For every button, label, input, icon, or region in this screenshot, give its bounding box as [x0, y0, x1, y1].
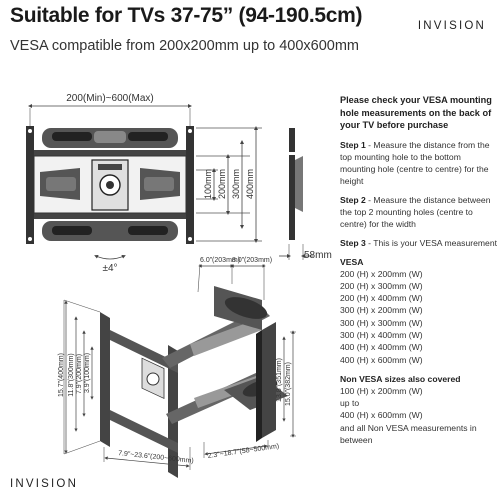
- non-vesa-line: 400 (H) x 600mm (W): [340, 410, 423, 421]
- depth-label: 58mm: [304, 250, 332, 261]
- step-3: [340, 237, 498, 249]
- product-title: Suitable for TVs 37-75” (94-190.5cm): [10, 4, 363, 27]
- right-vertical-rail: [186, 126, 194, 244]
- step-3-text: - This is your VESA measurement: [365, 237, 497, 248]
- brand-logo-bottom: INVISION: [10, 478, 79, 490]
- dim-label-extension: 2.3”~18.7”(58~500mm): [207, 443, 280, 460]
- vesa-info-panel: [340, 94, 498, 446]
- tilt-label: ±4°: [102, 263, 118, 274]
- vesa-size-item: 300 (H) x 300mm (W): [340, 317, 423, 328]
- dim-label-15-7in: 15.7”(400mm): [58, 353, 65, 397]
- tv-bracket-rail-left: [100, 312, 110, 447]
- vesa-title: VESA: [340, 256, 364, 267]
- dim-label-7-9in: 7.9”(200mm): [76, 353, 83, 395]
- step-3-label: Step 3: [340, 237, 366, 248]
- dim-label-8in: 8.0”(203mm): [232, 257, 273, 264]
- check-note: Please check your VESA mounting hole measurements on the back of your TV before purchase: [340, 95, 492, 130]
- bottom-horizontal-rail: [34, 213, 186, 219]
- dim-label-3-9in: 3.9”(100mm): [84, 352, 91, 394]
- vesa-size-item: 300 (H) x 200mm (W): [340, 305, 423, 316]
- left-vertical-rail: [26, 126, 34, 244]
- brand-logo-top: INVISION: [417, 20, 486, 32]
- step-1-text: - Measure the distance from the top mounting hole to the bottom mounting hole (centre to centre) for the height: [340, 139, 490, 186]
- step-2-text: - Measure the distance between the top 2 mounting holes (centre to centre) for the width: [340, 194, 491, 229]
- height-200-label: 200mm: [217, 168, 227, 200]
- non-vesa-line: and all Non VESA measurements in between: [340, 422, 477, 446]
- height-100-label: 100mm: [203, 168, 213, 200]
- height-400-label: 400mm: [245, 168, 255, 200]
- dim-label-width-range: 7.9”~23.6”(200~600mm): [117, 450, 194, 465]
- vesa-size-item: 400 (H) x 600mm (W): [340, 354, 423, 365]
- dim-label-11-8in: 11.8”(300mm): [68, 353, 75, 397]
- vesa-size-item: 200 (H) x 200mm (W): [340, 268, 423, 279]
- wall-plate: [262, 322, 276, 438]
- non-vesa-line: up to: [340, 398, 360, 409]
- width-range-label: 200(Min)~600(Max): [66, 93, 154, 104]
- dim-label-15-0in: 15.0”(382mm): [285, 362, 292, 406]
- step-1: [340, 139, 498, 187]
- front-view: [26, 93, 262, 274]
- step-2: [340, 194, 498, 230]
- step-1-label: Step 1: [340, 139, 366, 150]
- dim-label-6in: 6.0”(203mm): [200, 257, 241, 264]
- vesa-size-item: 200 (H) x 300mm (W): [340, 280, 423, 291]
- tilt-arrow-icon: [96, 256, 124, 259]
- side-profile: [279, 128, 332, 261]
- vesa-subtitle: VESA compatible from 200x200mm up to 400x600mm: [10, 38, 359, 54]
- step-2-label: Step 2: [340, 194, 366, 205]
- non-vesa-title: Non VESA sizes also covered: [340, 373, 461, 384]
- dim-label-13-8in: 13.8”(351mm): [276, 358, 283, 402]
- non-vesa-line: 100 (H) x 200mm (W): [340, 385, 423, 396]
- top-horizontal-rail: [34, 150, 186, 156]
- height-300-label: 300mm: [231, 168, 241, 200]
- vesa-size-item: 400 (H) x 400mm (W): [340, 342, 423, 353]
- extended-arm-view: [58, 257, 296, 478]
- vesa-size-item: 200 (H) x 400mm (W): [340, 293, 423, 304]
- vesa-size-item: 300 (H) x 400mm (W): [340, 329, 423, 340]
